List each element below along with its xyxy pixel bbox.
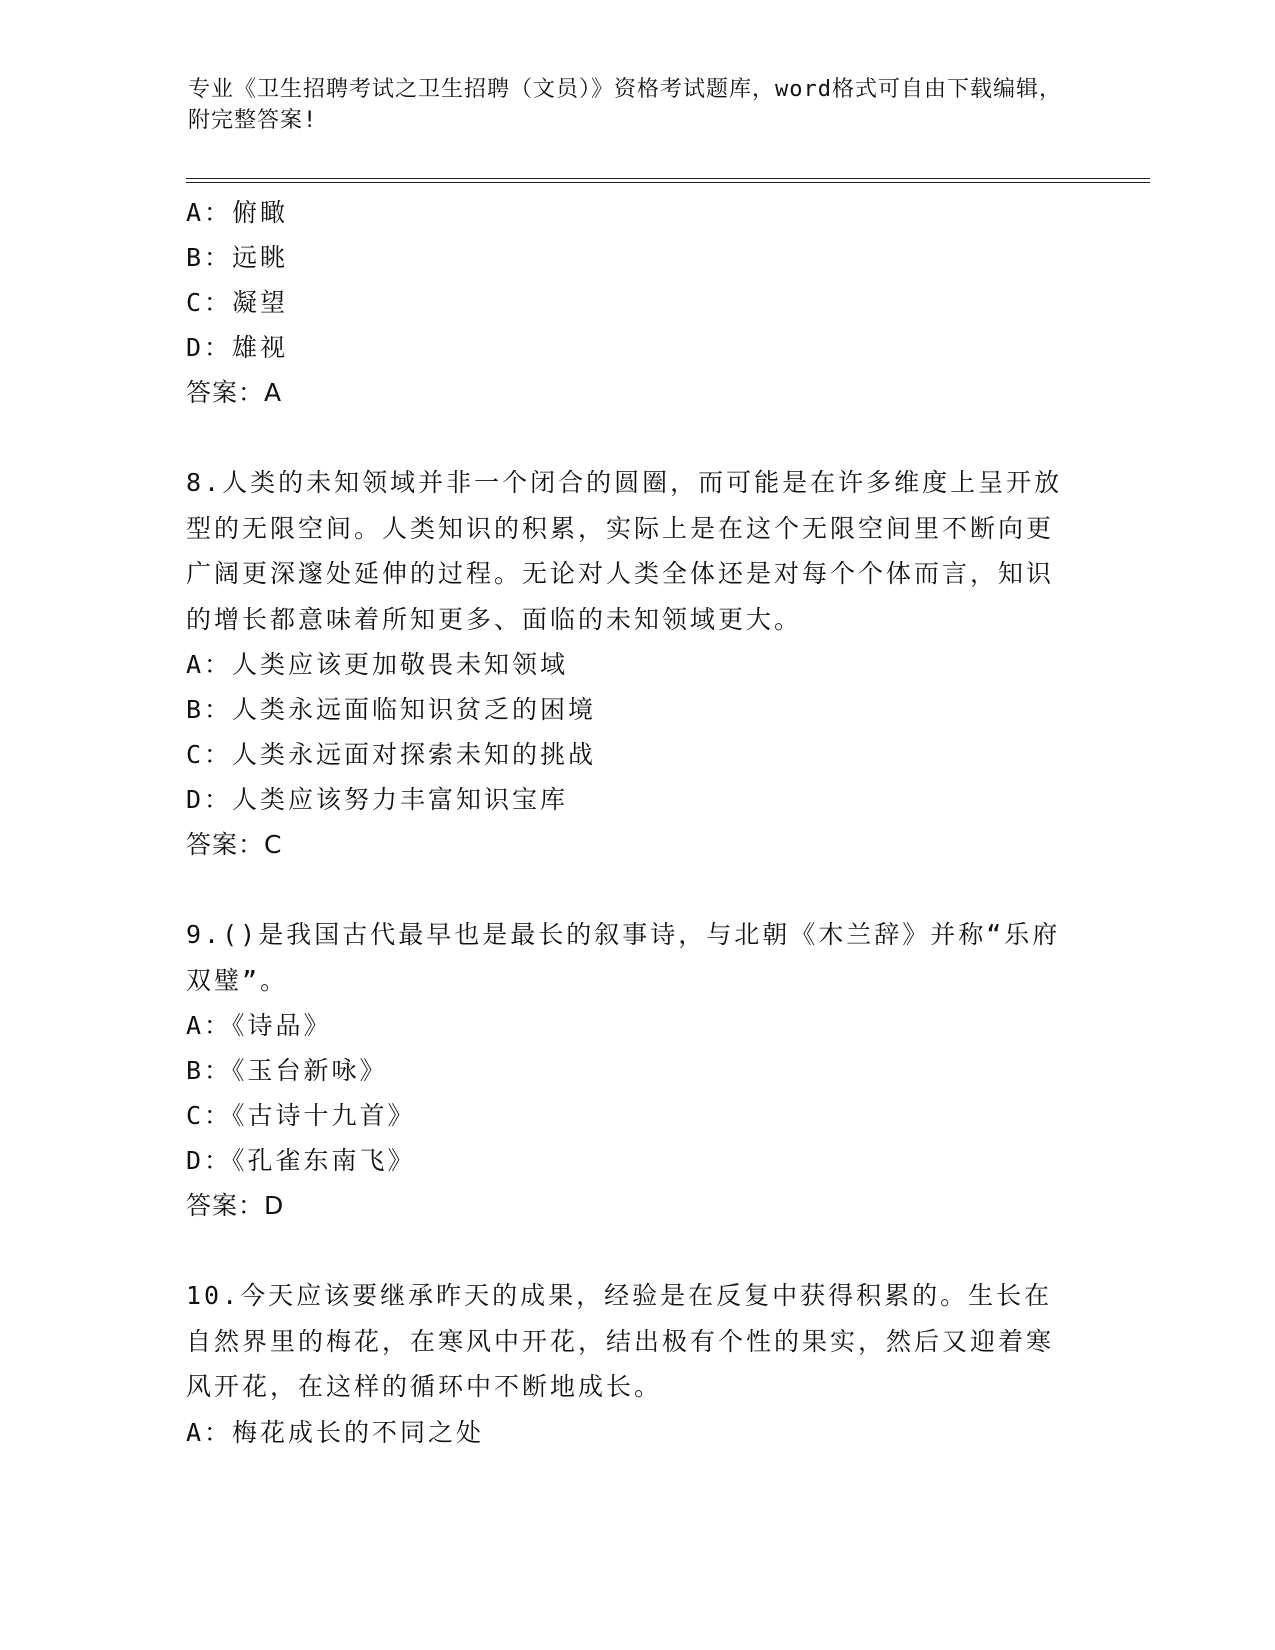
question-7-block xyxy=(186,190,1086,415)
question-10-text: 10.今天应该要继承昨天的成果，经验是在反复中获得积累的。生长在自然界里的梅花，在寒风中开花，结出极有个性的果实，然后又迎着寒风开花，在这样的循环中不断地成长。 xyxy=(186,1281,1055,1401)
question-10-block xyxy=(186,1273,1086,1455)
question-10-option-a: A：梅花成长的不同之处 xyxy=(186,1417,485,1447)
document-header: 专业《卫生招聘考试之卫生招聘（文员）》资格考试题库，word格式可自由下载编辑，附完整答案! xyxy=(188,77,1062,133)
question-7-answer: 答案：A xyxy=(186,378,283,407)
question-8-option-c: C：人类永远面对探索未知的挑战 xyxy=(186,740,597,769)
question-9-option-b: B：《玉台新咏》 xyxy=(186,1056,388,1085)
question-content xyxy=(186,190,1086,1455)
question-8-option-b: B：人类永远面临知识贫乏的困境 xyxy=(186,695,597,724)
question-8-answer: 答案：C xyxy=(186,830,283,859)
question-9-option-d: D：《孔雀东南飞》 xyxy=(186,1146,416,1175)
question-7-option-b: B：远眺 xyxy=(186,243,289,272)
question-8-option-d: D：人类应该努力丰富知识宝库 xyxy=(186,785,569,814)
question-9-option-a: A：《诗品》 xyxy=(186,1011,332,1040)
question-7-option-c: C：凝望 xyxy=(186,288,289,317)
question-9-answer: 答案：D xyxy=(186,1191,285,1220)
question-8-text: 8.人类的未知领域并非一个闭合的圆圈，而可能是在许多维度上呈开放型的无限空间。人类知识的积累，实际上是在这个无限空间里不断向更广阔更深邃处延伸的过程。无论对人类全体还是对每个个体而言，知识的增长都意味着所知更多、面临的未知领域更大。 xyxy=(186,468,1063,634)
question-9-text: 9.()是我国古代最早也是最长的叙事诗，与北朝《木兰辞》并称“乐府双璧”。 xyxy=(186,920,1061,995)
question-8-option-a: A：人类应该更加敬畏未知领域 xyxy=(186,650,569,679)
question-8-block xyxy=(186,460,1086,867)
question-9-option-c: C：《古诗十九首》 xyxy=(186,1101,416,1130)
question-9-block xyxy=(186,912,1086,1228)
question-7-option-d: D：雄视 xyxy=(186,333,289,362)
header-divider-bottom xyxy=(186,182,1150,183)
header-divider-top xyxy=(186,178,1150,179)
question-7-option-a: A：俯瞰 xyxy=(186,198,289,227)
